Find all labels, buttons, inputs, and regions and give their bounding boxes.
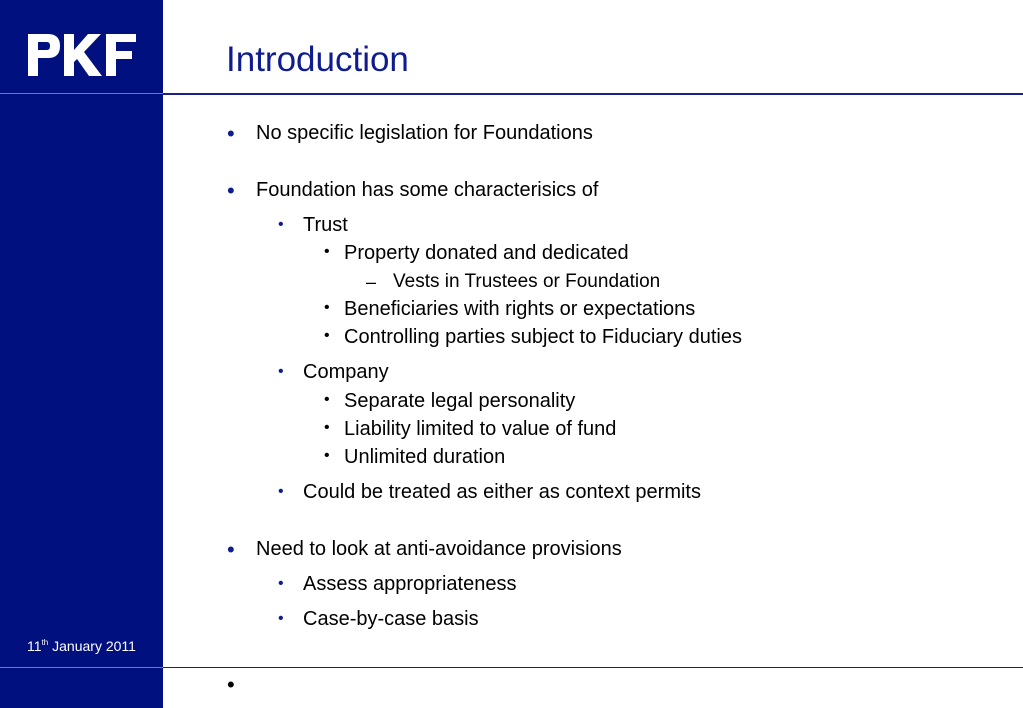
bullet-marker: • bbox=[324, 447, 330, 464]
bullet-marker: • bbox=[278, 216, 284, 233]
pkf-logo bbox=[26, 30, 138, 80]
footer-divider bbox=[163, 667, 1023, 668]
bullet-text-level-3: Beneficiaries with rights or expectations bbox=[344, 298, 696, 320]
bullet-text-level-3: Unlimited duration bbox=[344, 446, 506, 468]
bullet-marker: • bbox=[324, 419, 330, 436]
slide-title: Introduction bbox=[226, 40, 409, 79]
bullet-text-level-2: Trust bbox=[303, 214, 348, 236]
bullet-marker: • bbox=[324, 391, 330, 408]
bullet-marker: • bbox=[324, 243, 330, 260]
bullet-marker: • bbox=[278, 483, 284, 500]
bullet-marker: • bbox=[278, 610, 284, 627]
bullet-text-level-2: Company bbox=[303, 361, 389, 383]
bullet-text-level-1: Foundation has some characterisics of bbox=[256, 179, 599, 201]
bullet-text-level-2: Case-by-case basis bbox=[303, 608, 479, 630]
bullet-marker: • bbox=[278, 575, 284, 592]
bullet-text-level-3: Liability limited to value of fund bbox=[344, 418, 617, 440]
sidebar-top-divider bbox=[0, 93, 163, 94]
bullet-marker: • bbox=[278, 363, 284, 380]
date-label: 11th January 2011 bbox=[27, 638, 136, 654]
title-divider bbox=[163, 93, 1023, 95]
bullet-marker: • bbox=[324, 299, 330, 316]
bullet-marker: • bbox=[227, 121, 235, 146]
bullet-text-level-3: Property donated and dedicated bbox=[344, 242, 629, 264]
bullet-marker: • bbox=[227, 178, 235, 203]
bullet-text-level-2: Could be treated as either as context permits bbox=[303, 481, 701, 503]
bullet-marker: • bbox=[227, 537, 235, 562]
bullet-text-level-4: Vests in Trustees or Foundation bbox=[393, 271, 661, 292]
bullet-text-level-3: Controlling parties subject to Fiduciary duties bbox=[344, 326, 742, 348]
bullet-marker: • bbox=[324, 327, 330, 344]
sidebar bbox=[0, 0, 163, 708]
bullet-text-level-1: No specific legislation for Foundations bbox=[256, 122, 593, 144]
sidebar-bottom-divider bbox=[0, 667, 163, 668]
trailing-bullet: • bbox=[227, 672, 235, 697]
bullet-text-level-1: Need to look at anti-avoidance provisions bbox=[256, 538, 622, 560]
bullet-marker: – bbox=[366, 272, 377, 292]
bullet-text-level-3: Separate legal personality bbox=[344, 390, 576, 412]
bullet-text-level-2: Assess appropriateness bbox=[303, 573, 517, 595]
